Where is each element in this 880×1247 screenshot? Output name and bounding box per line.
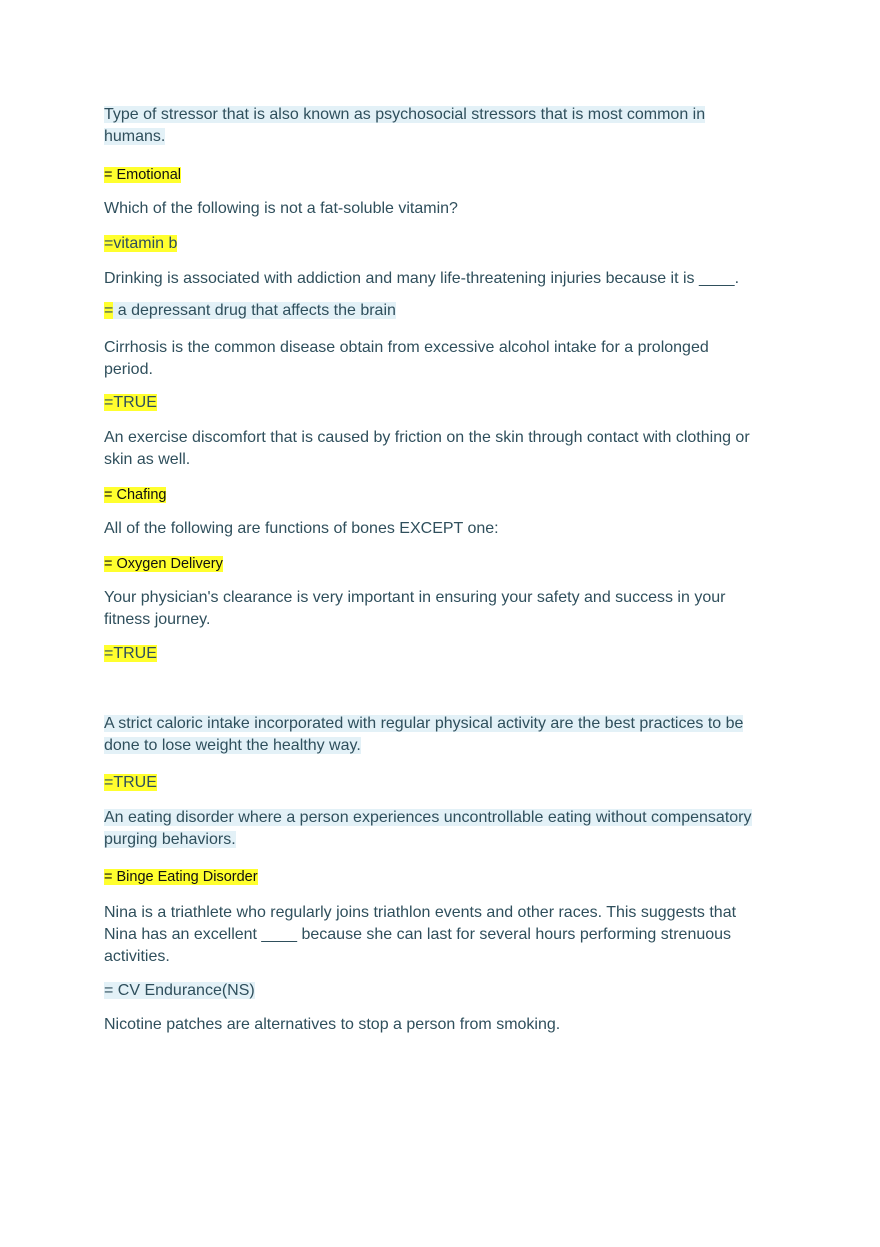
question-1-text: Type of stressor that is also known as psychosocial stressors that is most common in humans.: [104, 106, 706, 145]
question-9: [104, 807, 794, 851]
question-11: [104, 1014, 794, 1036]
question-9-text: An eating disorder where a person experiences uncontrollable eating without compensatory purging behaviors.: [104, 809, 752, 848]
question-8: [104, 713, 774, 757]
answer-9-text: = Binge Eating Disorder: [104, 869, 258, 885]
question-5-text: An exercise discomfort that is caused by friction on the skin through contact with clothing or skin as well.: [104, 429, 750, 468]
question-5: [104, 427, 769, 471]
answer-6-text: = Oxygen Delivery: [104, 556, 223, 572]
answer-8: [104, 772, 794, 794]
question-8-text: A strict caloric intake incorporated with regular physical activity are the best practices to be done to lose weight the healthy way.: [104, 715, 744, 754]
question-10-text: Nina is a triathlete who regularly joins triathlon events and other races. This suggests that Nina has an excellent ____ because she can last for several hours performing strenuous activities.: [104, 904, 737, 965]
question-3-text: Drinking is associated with addiction and many life-threatening injuries because it is ____.: [104, 270, 740, 287]
answer-7-text: =TRUE: [104, 645, 157, 662]
question-6: [104, 518, 794, 540]
answer-10: [104, 980, 794, 1002]
question-7: [104, 587, 754, 631]
question-1: [104, 104, 729, 148]
answer-4-text: =TRUE: [104, 394, 157, 411]
question-7-text: Your physician's clearance is very important in ensuring your safety and success in your fitness journey.: [104, 589, 726, 628]
question-4-text: Cirrhosis is the common disease obtain from excessive alcohol intake for a prolonged period.: [104, 339, 709, 378]
answer-6: [104, 553, 794, 575]
answer-2-text: =vitamin b: [104, 235, 178, 252]
question-10: [104, 902, 769, 968]
question-11-text: Nicotine patches are alternatives to stop a person from smoking.: [104, 1016, 561, 1033]
question-3: [104, 268, 794, 290]
question-6-text: All of the following are functions of bones EXCEPT one:: [104, 520, 499, 537]
answer-8-text: =TRUE: [104, 774, 157, 791]
answer-3-text: a depressant drug that affects the brain: [113, 302, 396, 319]
answer-7: [104, 643, 794, 665]
question-2-text: Which of the following is not a fat-soluble vitamin?: [104, 200, 458, 217]
answer-2: [104, 233, 794, 255]
answer-3-equals: =: [104, 302, 114, 319]
answer-3: [104, 300, 794, 322]
answer-1: [104, 164, 794, 186]
answer-9: [104, 866, 794, 888]
answer-10-text: = CV Endurance(NS): [104, 982, 255, 999]
answer-5: [104, 484, 794, 506]
answer-4: [104, 392, 794, 414]
question-4: [104, 337, 744, 381]
answer-1-text: = Emotional: [104, 167, 181, 183]
answer-5-text: = Chafing: [104, 487, 167, 503]
question-2: [104, 198, 794, 220]
